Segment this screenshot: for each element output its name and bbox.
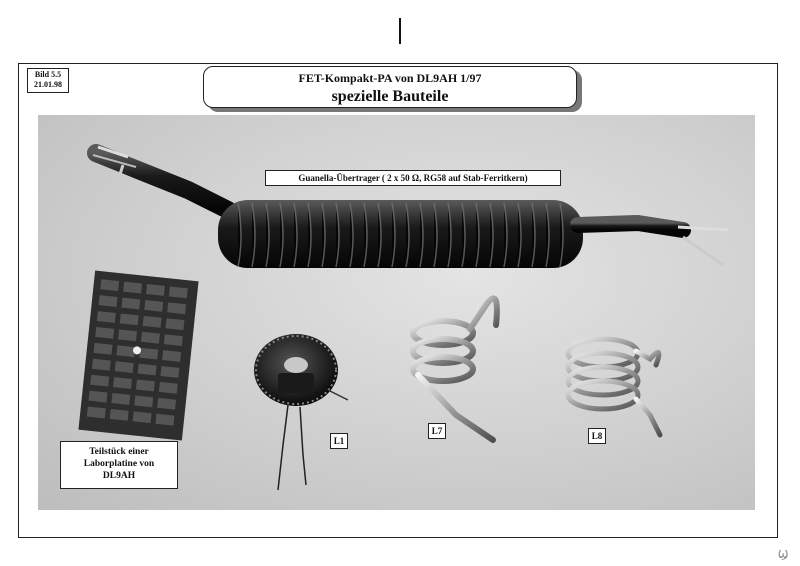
label-l7: L7	[428, 423, 446, 439]
pcb-board	[78, 271, 198, 441]
title-line-1: FET-Kompakt-PA von DL9AH 1/97	[298, 71, 482, 85]
figure-id-box	[27, 68, 69, 93]
components-photo	[38, 115, 755, 510]
corner-mark: Ϣ	[778, 548, 789, 561]
transformer-label: Guanella-Übertrager ( 2 x 50 Ω, RG58 auf Stab-Ferritkern)	[265, 170, 561, 186]
board-label-line-1: Teilstück einer	[89, 447, 149, 457]
label-l8: L8	[588, 428, 606, 444]
label-l1: L1	[330, 433, 348, 449]
figure-number: Bild 5.5	[34, 70, 62, 79]
figure-date: 21.01.98	[34, 80, 62, 89]
board-label	[60, 441, 178, 489]
board-label-line-2: Laborplatine von	[83, 459, 155, 469]
top-tick-mark	[399, 18, 401, 44]
coil-l7	[413, 298, 497, 440]
coil-l8	[568, 339, 660, 435]
guanella-transformer	[93, 147, 728, 268]
title-box	[203, 66, 577, 108]
title-line-2: spezielle Bauteile	[331, 88, 449, 105]
board-label-line-3: DL9AH	[102, 471, 136, 481]
toroid-l1	[254, 334, 348, 490]
